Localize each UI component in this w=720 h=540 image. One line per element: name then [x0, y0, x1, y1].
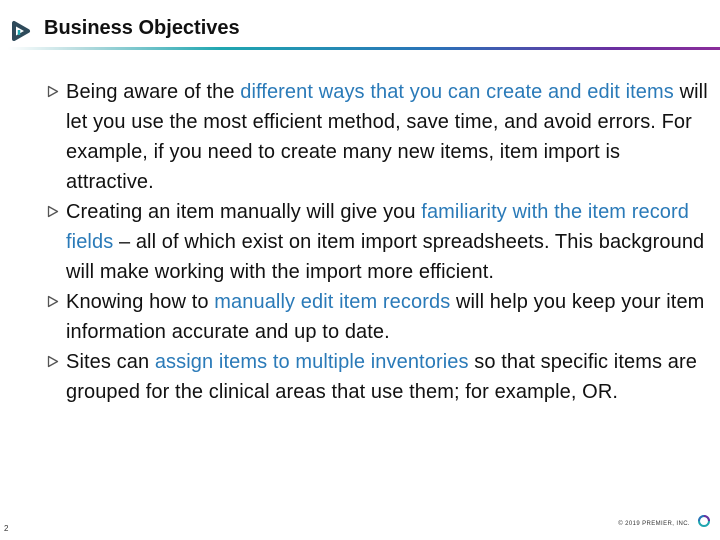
bullet-item: [48, 287, 708, 347]
bullet-item: [48, 347, 708, 407]
bullet-item: [48, 77, 708, 197]
bullet-text: will help you keep your item information accurate and up to date.: [66, 291, 705, 343]
outline-triangle-arrow-icon: [47, 355, 59, 368]
copyright-notice: © 2019 PREMIER, INC.: [618, 521, 690, 527]
slide-title: Business Objectives: [44, 17, 240, 39]
bullet-item: [48, 197, 708, 287]
bullet-text: Sites can: [66, 351, 155, 373]
outline-triangle-arrow-icon: [47, 85, 59, 98]
bullet-text: so that specific items are grouped for the clinical areas that use them; for example, OR.: [66, 351, 697, 403]
bullet-text: Creating an item manually will give you: [66, 201, 422, 223]
bullet-highlight: different ways that you can create and edit items: [240, 81, 674, 103]
slide-header: [0, 0, 720, 60]
bullet-text: – all of which exist on item import spreadsheets. This background will make working with the import more efficient.: [66, 231, 705, 283]
premier-logo-icon: [697, 514, 711, 528]
header-divider: [8, 47, 720, 50]
bullet-list: [48, 77, 708, 407]
bullet-highlight: familiarity with the item record fields: [66, 201, 690, 253]
bullet-text: will let you use the most efficient method, save time, and avoid errors. For example, if you need to create many new items, item import is attractive.: [66, 81, 708, 193]
outline-triangle-arrow-icon: [47, 205, 59, 218]
page-number: 2: [4, 524, 9, 533]
bullet-text: Knowing how to: [66, 291, 215, 313]
bullet-text: Being aware of the: [66, 81, 241, 103]
outline-triangle-arrow-icon: [47, 295, 59, 308]
bullet-highlight: manually edit item records: [214, 291, 451, 313]
bullet-highlight: assign items to multiple inventories: [154, 351, 469, 373]
premier-logo-icon: [10, 20, 32, 42]
